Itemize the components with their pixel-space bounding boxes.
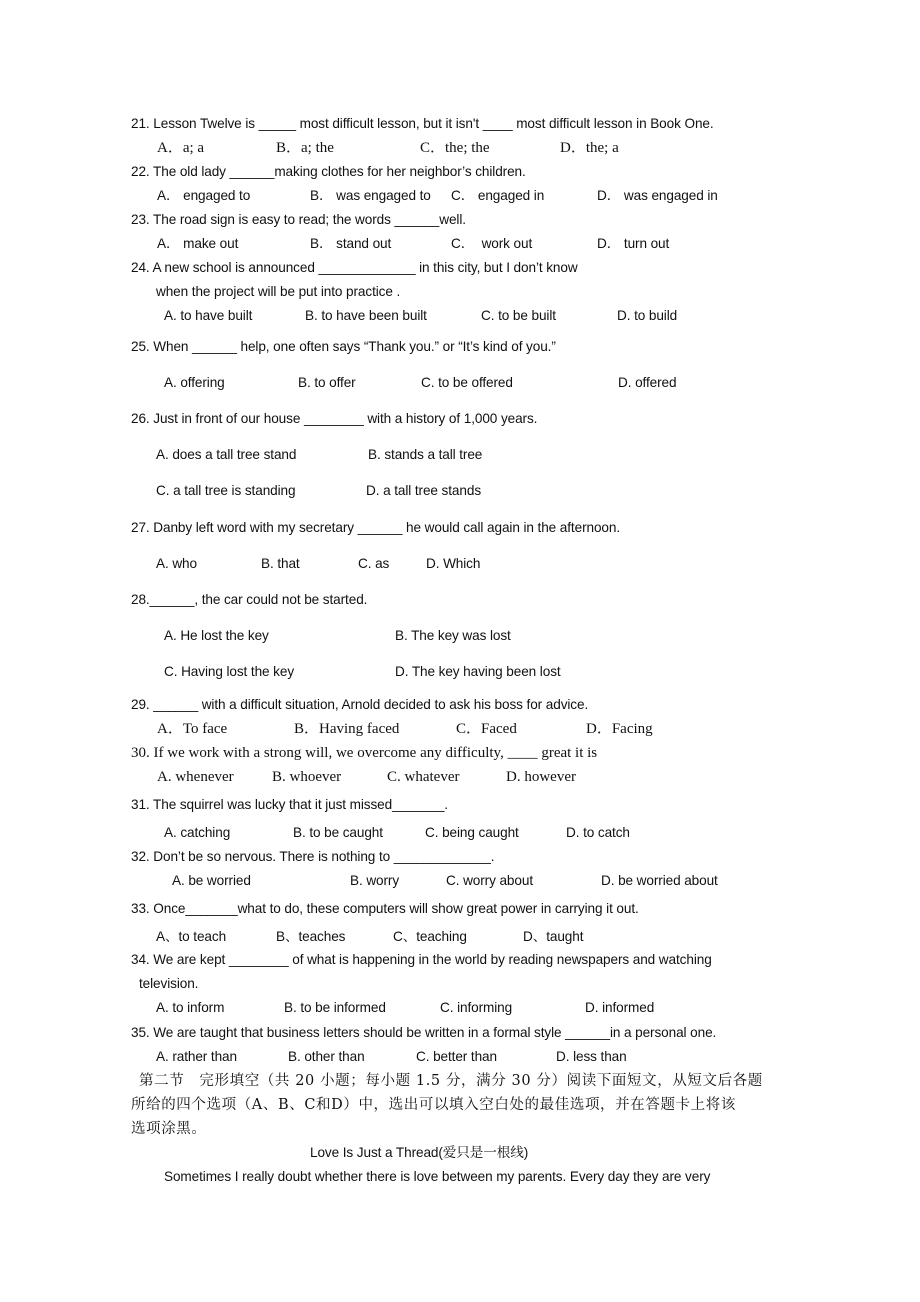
question-stem: 26. Just in front of our house ________ with a history of 1,000 years. [131, 411, 538, 426]
answer-option: B．Having faced [294, 721, 400, 737]
answer-option: B. stands a tall tree [368, 447, 483, 462]
question-stem: 28.______, the car could not be started. [131, 592, 368, 607]
answer-option: C. better than [416, 1049, 497, 1064]
answer-option: B．a; the [276, 140, 334, 156]
answer-option: D． turn out [597, 236, 670, 251]
answer-option: D. to build [617, 308, 678, 323]
answer-option: A. offering [164, 375, 225, 390]
answer-option: A． engaged to [157, 188, 251, 203]
answer-option: D. be worried about [601, 873, 718, 888]
answer-option: C. being caught [425, 825, 519, 840]
question-stem: 35. We are taught that business letters should be written in a formal style ______in a personal one. [131, 1025, 717, 1040]
answer-option: B. worry [350, 873, 400, 888]
answer-option: B. to be caught [293, 825, 383, 840]
answer-option: B. to offer [298, 375, 356, 390]
answer-option: B. to be informed [284, 1000, 386, 1015]
answer-option: D. a tall tree stands [366, 483, 482, 498]
answer-option: A. be worried [172, 873, 251, 888]
answer-option: B、teaches [276, 929, 346, 944]
answer-option: A．a; a [157, 140, 205, 156]
question-stem: 27. Danby left word with my secretary ______ he would call again in the afternoon. [131, 520, 621, 535]
question-stem-continued: television. [139, 976, 199, 991]
answer-option: C. worry about [446, 873, 533, 888]
answer-option: B. whoever [272, 769, 342, 785]
question-stem: 22. The old lady ______making clothes for her neighbor’s children. [131, 164, 526, 179]
answer-option: A． make out [157, 236, 239, 251]
answer-option: A. to inform [156, 1000, 225, 1015]
question-stem: 23. The road sign is easy to read; the words ______well. [131, 212, 466, 227]
answer-option: C. Having lost the key [164, 664, 295, 679]
answer-option: C. whatever [387, 769, 460, 785]
answer-option: D. The key having been lost [395, 664, 561, 679]
passage-text: Sometimes I really doubt whether there is love between my parents. Every day they are very [164, 1169, 711, 1184]
question-stem: 25. When ______ help, one often says “Thank you.” or “It’s kind of you.” [131, 339, 556, 354]
answer-option: A、to teach [156, 929, 227, 944]
question-stem-continued: when the project will be put into practice . [156, 284, 401, 299]
answer-option: D. however [506, 769, 576, 785]
answer-option: A. to have built [164, 308, 253, 323]
question-stem: 29. ______ with a difficult situation, Arnold decided to ask his boss for advice. [131, 697, 589, 712]
answer-option: C. to be built [481, 308, 556, 323]
answer-option: A. whenever [157, 769, 234, 785]
section-instructions: 第二节 完形填空（共 20 小题；每小题 1.5 分，满分 30 分）阅读下面短文，从短文后各题 [139, 1073, 763, 1089]
question-stem: 31. The squirrel was lucky that it just missed_______. [131, 797, 448, 812]
passage-title: Love Is Just a Thread(爱只是一根线) [310, 1145, 529, 1160]
answer-option: D． was engaged in [597, 188, 718, 203]
answer-option: D. less than [556, 1049, 627, 1064]
answer-option: D. to catch [566, 825, 630, 840]
section-instructions: 选项涂黑。 [131, 1121, 207, 1137]
answer-option: C. as [358, 556, 390, 571]
answer-option: B. The key was lost [395, 628, 511, 643]
question-stem: 21. Lesson Twelve is _____ most difficult lesson, but it isn't ____ most difficult lesson in Book One. [131, 116, 714, 131]
answer-option: B. to have been built [305, 308, 427, 323]
answer-option: A. who [156, 556, 197, 571]
answer-option: D. Which [426, 556, 481, 571]
answer-option: D. offered [618, 375, 677, 390]
answer-option: C． engaged in [451, 188, 545, 203]
answer-option: C. to be offered [421, 375, 513, 390]
answer-option: D．Facing [586, 721, 653, 737]
answer-option: D、taught [523, 929, 584, 944]
answer-option: D．the; a [560, 140, 619, 156]
question-stem: 30. If we work with a strong will, we overcome any difficulty, ____ great it is [131, 745, 598, 761]
answer-option: B． stand out [310, 236, 392, 251]
answer-option: A．To face [157, 721, 228, 737]
answer-option: B． was engaged to [310, 188, 431, 203]
answer-option: C．the; the [420, 140, 490, 156]
answer-option: A. catching [164, 825, 231, 840]
answer-option: B. other than [288, 1049, 365, 1064]
answer-option: B. that [261, 556, 300, 571]
answer-option: C． work out [451, 236, 533, 251]
answer-option: C. informing [440, 1000, 513, 1015]
answer-option: C. a tall tree is standing [156, 483, 296, 498]
section-instructions: 所给的四个选项（A、B、C和D）中，选出可以填入空白处的最佳选项，并在答题卡上将该 [131, 1097, 736, 1113]
answer-option: C、teaching [393, 929, 467, 944]
answer-option: A. does a tall tree stand [156, 447, 297, 462]
question-stem: 34. We are kept ________ of what is happening in the world by reading newspapers and watching [131, 952, 712, 967]
question-stem: 32. Don’t be so nervous. There is nothing to _____________. [131, 849, 495, 864]
answer-option: C．Faced [456, 721, 517, 737]
question-stem: 24. A new school is announced _____________ in this city, but I don’t know [131, 260, 578, 275]
answer-option: A. He lost the key [164, 628, 269, 643]
question-stem: 33. Once_______what to do, these computers will show great power in carrying it out. [131, 901, 639, 916]
answer-option: A. rather than [156, 1049, 237, 1064]
answer-option: D. informed [585, 1000, 655, 1015]
